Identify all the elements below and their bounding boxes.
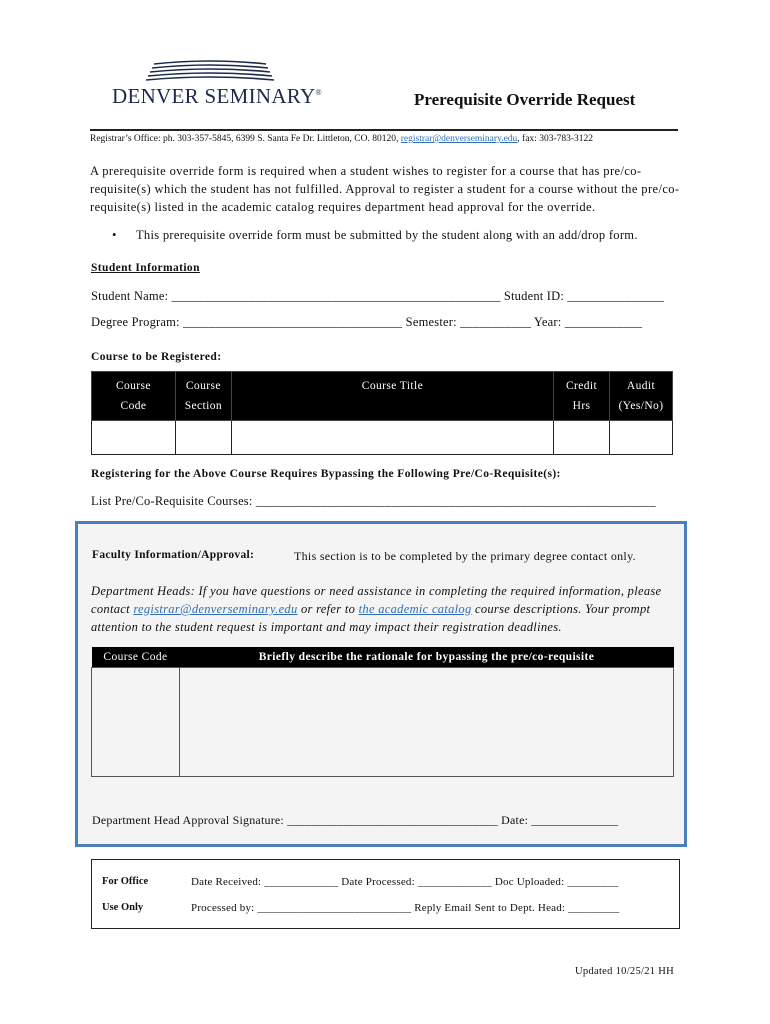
page-title: Prerequisite Override Request [414, 90, 636, 109]
rationale-table [91, 647, 674, 777]
student-name-line[interactable]: Student Name: ___________________________________________________ Student ID: _______________ [91, 289, 665, 303]
dept-registrar-email-link[interactable]: registrar@denverseminary.edu [133, 602, 298, 616]
intro-paragraph: A prerequisite override form is required when a student wishes to register for a course that has pre/co-requisite(s) which the student has not fulfilled. Approval to register a student for a course without the pre/co-requisite(s) listed in the academic catalog requires department head approval for the override. [90, 164, 680, 214]
col-audit: Audit (Yes/No) [610, 372, 673, 421]
faculty-info-note: This section is to be completed by the primary degree contact only. [294, 549, 636, 563]
dept-signature-line[interactable]: Department Head Approval Signature: __________________________________ Date: ______________ [92, 813, 619, 827]
bypass-heading: Registering for the Above Course Requires Bypassing the Following Pre/Co-Requisite(s): [91, 468, 561, 480]
bullet-text: This prerequisite override form must be submitted by the student along with an add/drop form. [136, 228, 638, 242]
registrar-email-link[interactable]: registrar@denverseminary.edu [400, 134, 518, 144]
credit-hrs-cell[interactable] [554, 421, 610, 455]
course-section-cell[interactable] [175, 421, 231, 455]
contact-text: Registrar’s Office: ph. 303-357-5845, 6399 S. Santa Fe Dr. Littleton, CO. 80120, [90, 134, 401, 144]
student-info-heading: Student Information [91, 262, 200, 274]
office-use-box [91, 859, 680, 929]
table-row [92, 668, 674, 777]
updated-footer: Updated 10/25/21 HH [575, 966, 675, 977]
rationale-course-code-cell[interactable] [92, 668, 180, 777]
course-code-cell[interactable] [92, 421, 176, 455]
audit-cell[interactable] [610, 421, 673, 455]
course-table [91, 371, 673, 455]
table-row [92, 421, 673, 455]
faculty-info-label: Faculty Information/Approval: [92, 549, 255, 561]
contact-fax: , fax: 303-783-3122 [517, 134, 594, 144]
office-label-line2: Use Only [102, 902, 144, 913]
dept-heads-note: Department Heads: If you have questions or need assistance in completing the required information, please contact registrar@denverseminary.edu or refer to the academic catalog course descriptions. Your prompt attention to the student request is important and may impact their registration deadlines. [91, 584, 662, 634]
col-rationale-course-code: Course Code [92, 647, 180, 668]
office-label-line1: For Office [102, 876, 149, 887]
col-course-section: Course Section [175, 372, 231, 421]
office-processed-line[interactable]: Processed by: ___________________________ Reply Email Sent to Dept. Head: _________ [191, 902, 620, 914]
degree-program-line[interactable]: Degree Program: __________________________________ Semester: ___________ Year: ____________ [91, 315, 643, 329]
logo-wordmark: DENVER SEMINARY® [112, 84, 322, 108]
header-divider [90, 129, 678, 131]
col-credit-hrs: Credit Hrs [554, 372, 610, 421]
course-title-cell[interactable] [231, 421, 553, 455]
intro-bullet [112, 228, 638, 243]
col-rationale-description: Briefly describe the rationale for bypassing the pre/co-requisite [180, 647, 674, 668]
academic-catalog-link[interactable]: the academic catalog [358, 602, 472, 616]
denver-seminary-logo [112, 60, 322, 110]
col-course-code: Course Code [92, 372, 176, 421]
registrar-contact [90, 134, 593, 144]
bullet-icon: • [112, 228, 117, 242]
course-registered-heading: Course to be Registered: [91, 351, 222, 363]
prereq-list-line[interactable]: List Pre/Co-Requisite Courses: ______________________________________________________________ [91, 494, 656, 508]
office-dates-line[interactable]: Date Received: _____________ Date Processed: _____________ Doc Uploaded: _________ [191, 876, 619, 888]
col-course-title: Course Title [231, 372, 553, 421]
rationale-description-cell[interactable] [180, 668, 674, 777]
